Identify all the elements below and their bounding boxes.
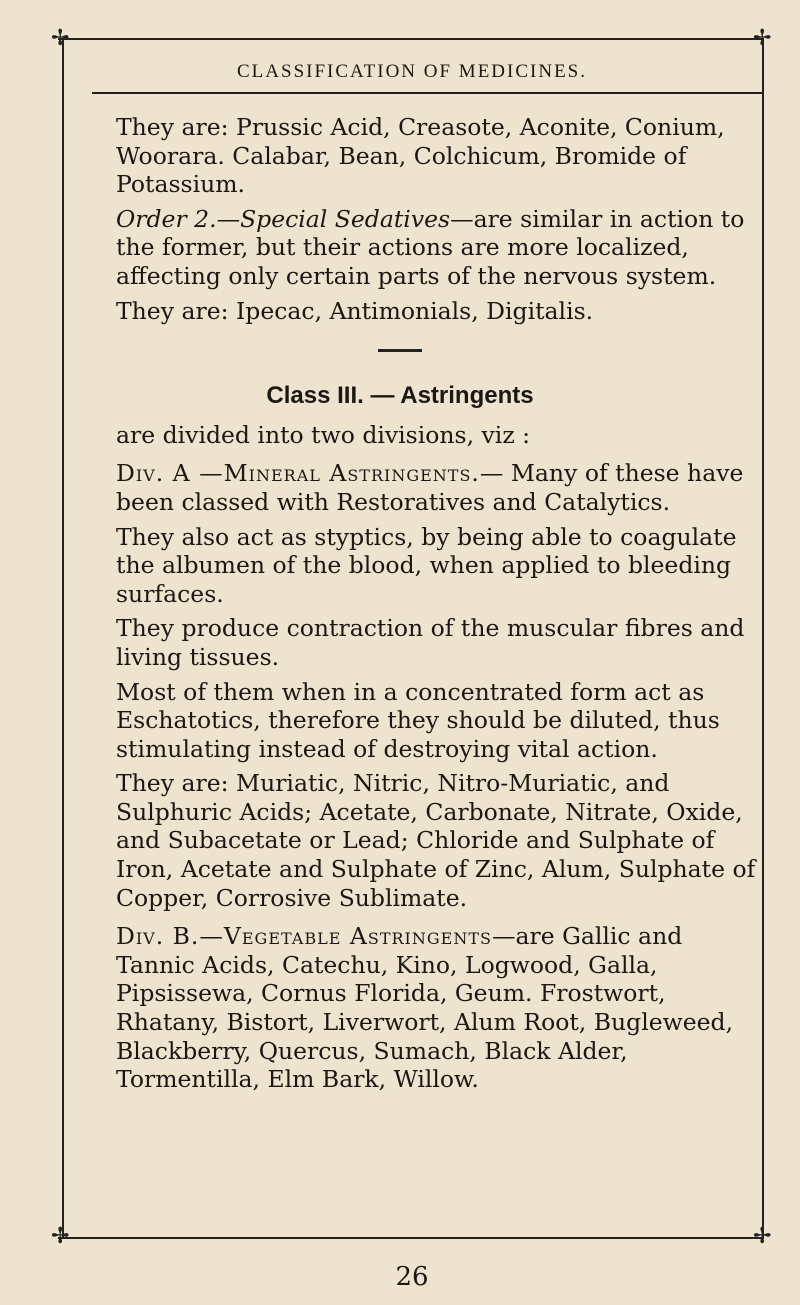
paragraph: They also act as styptics, by being able to coagulate the albumen of the blood, when applied to bleeding surfaces.: [116, 522, 737, 608]
order-2-label: Order 2.—Special Sedatives: [116, 204, 451, 233]
section-divider: [378, 349, 422, 352]
frame-right-rule: [762, 38, 764, 1237]
paragraph: They are: Ipecac, Antimonials, Digitalis.: [116, 296, 594, 325]
paragraph-order-2: [116, 205, 756, 291]
order-2-text: —are similar in action to the former, but their actions are more localized, affecting only certain parts of the nervous system.: [116, 204, 745, 290]
paragraph: Most of them when in a concentrated form act as Eschatotics, therefore they should be diluted, thus stimulating instead of destroying vital action.: [116, 677, 720, 763]
body-text: [116, 113, 756, 1094]
frame-left-rule: [62, 38, 64, 1237]
paragraph: They are: Prussic Acid, Creasote, Aconite, Conium, Woorara. Calabar, Bean, Colchicum, Bromide of Potassium.: [116, 113, 725, 199]
corner-ornament-icon: ✢: [753, 1224, 772, 1249]
page-number: 26: [395, 1262, 429, 1292]
class-heading: Class III. — Astringents: [266, 382, 534, 410]
frame-bottom-rule: [58, 1237, 764, 1239]
div-a-text: — Many of these have been classed with Restoratives and Catalytics.: [116, 459, 744, 516]
paragraph: They are: Muriatic, Nitric, Nitro-Muriatic, and Sulphuric Acids; Acetate, Carbonate, Nitrate, Oxide, and Subacetate or Lead; Chloride and Sulphate of Iron, Acetate and Sulphate of Zinc, Alum, Sulphate of Copper, Corrosive Sublimate.: [116, 769, 756, 912]
corner-ornament-icon: ✢: [51, 1224, 70, 1249]
corner-ornament-icon: ✢: [51, 26, 70, 51]
running-header: CLASSIFICATION OF MEDICINES.: [237, 61, 587, 82]
paragraph: are divided into two divisions, viz :: [116, 420, 531, 449]
frame-top-rule: [58, 38, 764, 40]
paragraph: They produce contraction of the muscular fibres and living tissues.: [116, 614, 745, 671]
corner-ornament-icon: ✢: [753, 26, 772, 51]
div-b-text: —are Gallic and Tannic Acids, Catechu, Kino, Logwood, Galla, Pipsissewa, Cornus Florida, Geum. Frostwort, Rhatany, Bistort, Liverwort, Alum Root, Bugleweed, Blackberry, Quercus, Sumach, Black Alder, Tormentilla, Elm Bark, Willow.: [116, 922, 734, 1094]
header-rule: [92, 92, 762, 94]
div-b-label: Div. B.—Vegetable Astringents: [116, 922, 492, 951]
div-a-label: Div. A —Mineral Astringents.: [116, 459, 480, 488]
paragraph-div-a: [116, 459, 756, 516]
paragraph-div-b: [116, 922, 756, 1094]
